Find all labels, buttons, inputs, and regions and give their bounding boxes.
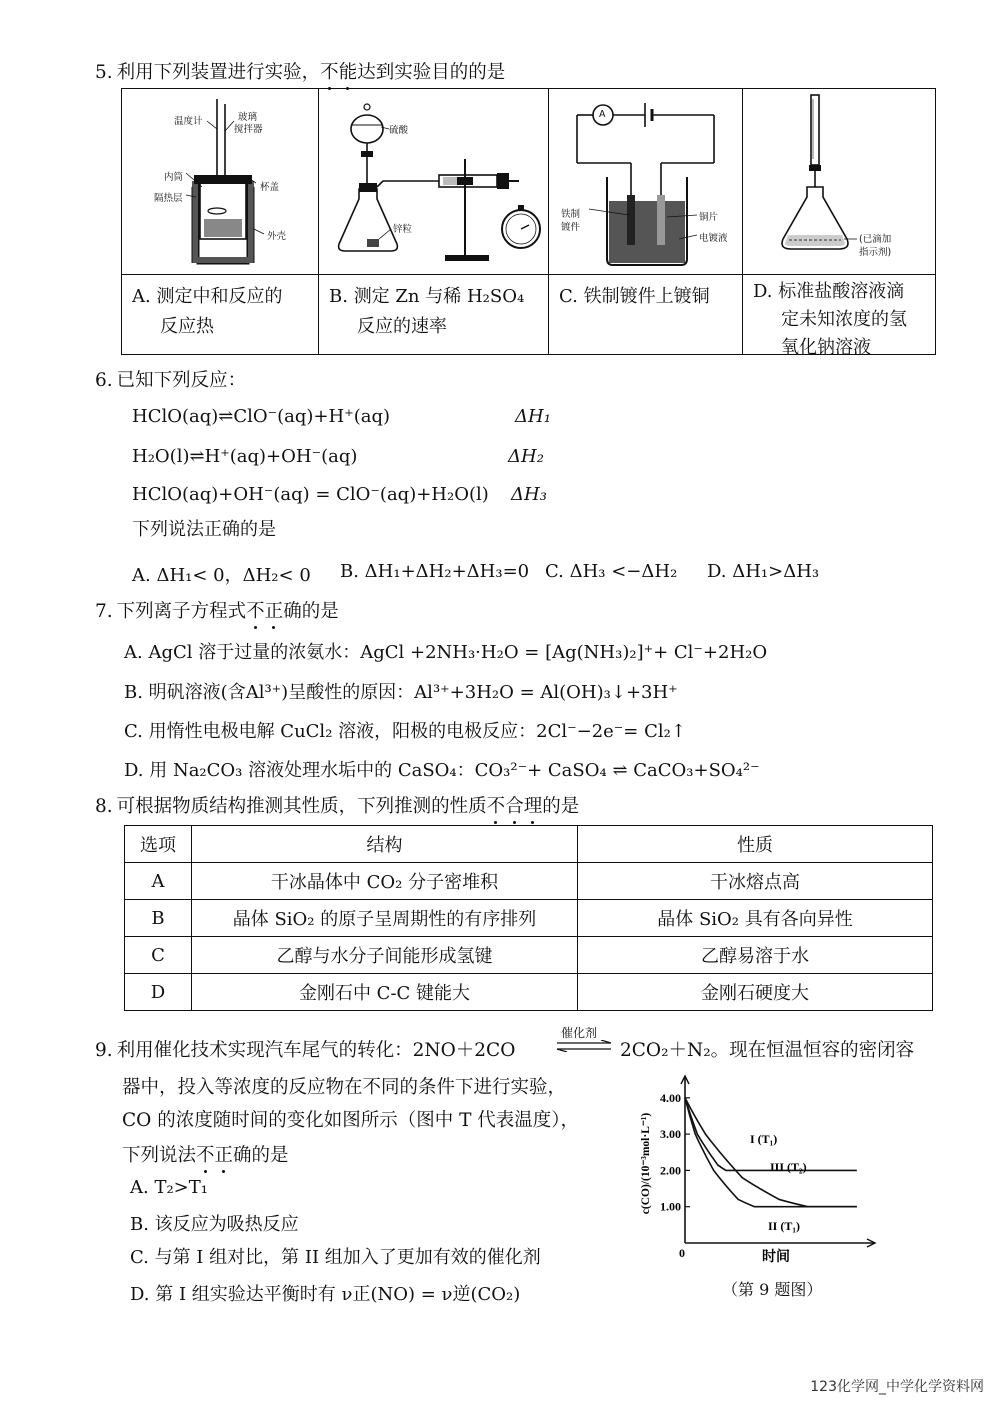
table-row: B 晶体 SiO₂ 的原子呈周期性的有序排列 晶体 SiO₂ 具有各向异性 <box>125 900 933 937</box>
q5-option-d <box>743 89 935 358</box>
q7-option-a: A. AgCl 溶于过量的浓氨水：AgCl +2NH₃·H₂O = [Ag(NH₃)₂]⁺+ Cl⁻+2H₂O <box>124 642 768 663</box>
y-tick-label: 2.00 <box>660 1163 681 1178</box>
q7-title: 7. 下列离子方程式不正确的是 <box>95 597 339 623</box>
q7-option-d: D. 用 Na₂CO₃ 溶液处理水垢中的 CaSO₄：CO₃²⁻+ CaSO₄ ⇌ CaCO₃+SO₄²⁻ <box>124 760 760 781</box>
q8-structure-property-table <box>124 825 933 1011</box>
q6-option-c: C. ΔH₃ <−ΔH₂ <box>545 561 678 582</box>
y-tick-label: 1.00 <box>660 1199 681 1214</box>
q9-option-d: D. 第 I 组实验达平衡时有 ν正(NO) = ν逆(CO₂) <box>130 1284 521 1305</box>
series-label-3: II (T₁) <box>768 1219 800 1233</box>
table-header-row <box>125 826 933 863</box>
q5-apparatus-table <box>121 88 936 358</box>
q6-dh-3: ΔH₃ <box>511 484 547 505</box>
electroplating-diagram: A 铁制 镀件 铜片 电镀液 <box>549 89 742 275</box>
q6-option-b: B. ΔH₁+ΔH₂+ΔH₃=0 <box>340 561 530 582</box>
series-label-2: III (T₂) <box>770 1160 807 1174</box>
table-row: D 金刚石中 C-C 键能大 金刚石硬度大 <box>125 974 933 1011</box>
q9-title: 9. 利用催化技术实现汽车尾气的转化：2NO＋2CO <box>95 1040 516 1061</box>
q6-reaction-2: H₂O(l)⇌H⁺(aq)+OH⁻(aq) <box>132 446 358 467</box>
q5-option-c <box>549 89 743 354</box>
origin-label: 0 <box>679 1246 685 1260</box>
q9-option-c: C. 与第 I 组对比，第 II 组加入了更加有效的催化剂 <box>130 1247 541 1268</box>
calorimeter-diagram: 温度计 玻璃 搅拌器 内筒 隔热层 杯盖 外壳 <box>122 89 318 275</box>
q9-stem-line2: 器中，投入等浓度的反应物在不同的条件下进行实验， <box>122 1077 567 1098</box>
q6-question: 下列说法正确的是 <box>132 519 276 540</box>
q6-reaction-3: HClO(aq)+OH⁻(aq) = ClO⁻(aq)+H₂O(l) <box>132 484 489 505</box>
q5-option-c-text: C. 铁制镀件上镀铜 <box>559 286 710 307</box>
footer-watermark: 123化学网_中学化学资料网 <box>810 1379 984 1395</box>
q5-option-a <box>122 89 319 354</box>
q9-stem-line3: CO 的浓度随时间的变化如图所示（图中 T 代表温度）， <box>122 1110 580 1131</box>
series-line-3 <box>685 1098 857 1207</box>
q5-title: 5. 利用下列装置进行实验，不能达到实验目的的是 <box>95 58 505 84</box>
q5-option-b-text: B. 测定 Zn 与稀 H₂SO₄ 反应的速率 <box>329 286 525 337</box>
table-row: A 干冰晶体中 CO₂ 分子密堆积 干冰熔点高 <box>125 863 933 900</box>
gas-collection-diagram: 硫酸 锌粒 <box>319 89 548 275</box>
table-row: C 乙醇与水分子间能形成氢键 乙醇易溶于水 <box>125 937 933 974</box>
q9-stem-line1b: 2CO₂＋N₂。现在恒温恒容的密闭容 <box>620 1040 915 1061</box>
x-axis-label: 时间 <box>762 1249 790 1265</box>
q6-dh-1: ΔH₁ <box>515 406 551 427</box>
q6-option-a: A. ΔH₁< 0，ΔH₂< 0 <box>132 565 311 586</box>
q6-option-d: D. ΔH₁>ΔH₃ <box>707 561 820 582</box>
y-tick-label: 3.00 <box>660 1127 681 1142</box>
header-structure: 结构 <box>192 826 578 863</box>
header-option: 选项 <box>125 826 192 863</box>
q9-option-a: A. T₂>T₁ <box>130 1177 208 1198</box>
y-axis-label: c(CO)/(10⁻³mol·L⁻¹) <box>640 1112 652 1215</box>
q6-dh-2: ΔH₂ <box>508 446 544 467</box>
header-property: 性质 <box>578 826 933 863</box>
q6-title: 6. 已知下列反应： <box>95 370 247 391</box>
chart-svg <box>620 1068 890 1308</box>
q9-figure-caption: （第 9 题图） <box>722 1280 823 1299</box>
q7-option-b: B. 明矾溶液(含Al³⁺)呈酸性的原因：Al³⁺+3H₂O = Al(OH)₃↓+3H⁺ <box>124 682 678 703</box>
titration-diagram: (已滴加 指示剂) <box>743 89 935 275</box>
q9-stem-line4: 下列说法不正确的是 <box>122 1141 289 1167</box>
y-tick-label: 4.00 <box>660 1090 681 1105</box>
q6-reaction-1: HClO(aq)⇌ClO⁻(aq)+H⁺(aq) <box>132 406 391 427</box>
q5-option-d-text: D. 标准盐酸溶液滴 定未知浓度的氢 氧化钠溶液 <box>753 281 907 358</box>
q5-option-b <box>319 89 549 354</box>
q7-option-c: C. 用惰性电极电解 CuCl₂ 溶液，阳极的电极反应：2Cl⁻−2e⁻= Cl₂↑ <box>124 721 686 742</box>
co-concentration-chart <box>620 1068 890 1308</box>
series-label-1: I (T₁) <box>750 1132 778 1146</box>
q5-option-a-text: A. 测定中和反应的 反应热 <box>132 286 283 337</box>
series-line-1 <box>685 1098 857 1207</box>
catalyst-arrow: 催化剂 <box>555 1024 613 1054</box>
q9-option-b: B. 该反应为吸热反应 <box>130 1214 299 1235</box>
q8-title: 8. 可根据物质结构推测其性质，下列推测的性质不合理的是 <box>95 792 579 818</box>
